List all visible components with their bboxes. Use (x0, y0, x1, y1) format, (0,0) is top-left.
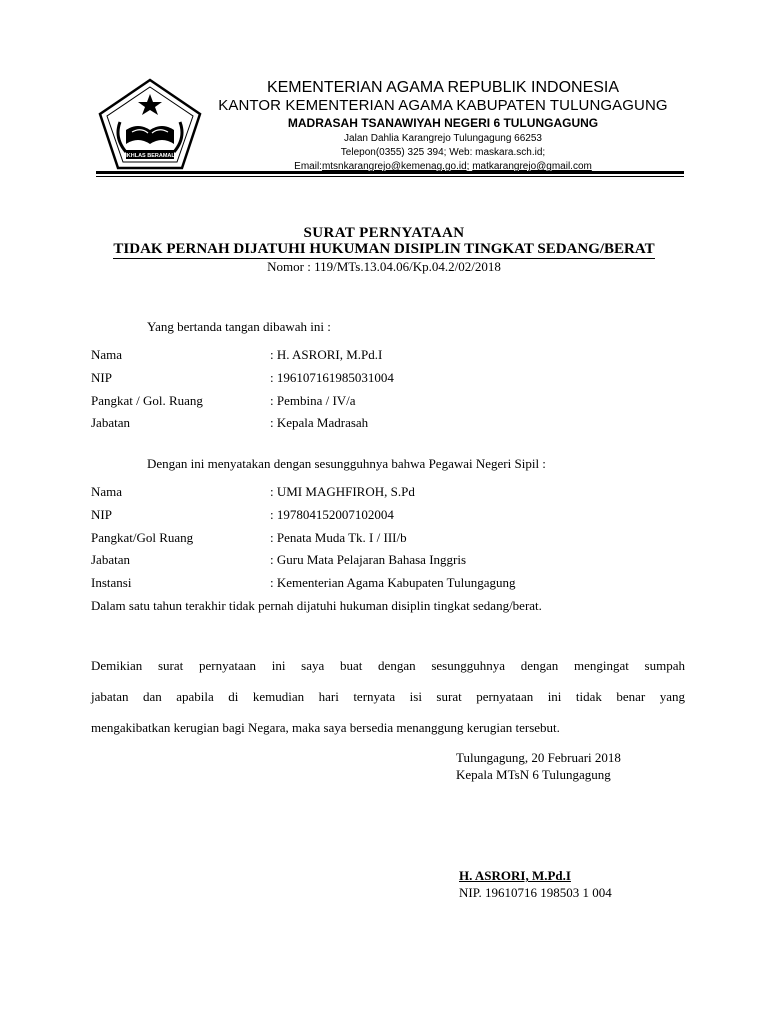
letterhead-rule-thin (96, 176, 684, 177)
field-label: Instansi (91, 575, 132, 590)
signer-row (91, 393, 691, 413)
document-title: SURAT PERNYATAAN (303, 225, 465, 241)
signer-row (91, 415, 691, 435)
email-link-2[interactable]: matkarangrejo@gmail.com (472, 161, 592, 172)
field-label: NIP (91, 507, 112, 522)
office-name: KANTOR KEMENTERIAN AGAMA KABUPATEN TULUNGAGUNG (218, 97, 668, 114)
signature-position: Kepala MTsN 6 Tulungagung (456, 767, 611, 782)
field-value: : UMI MAGHFIROH, S.Pd (270, 484, 415, 499)
signer-intro: Yang bertanda tangan dibawah ini : (147, 319, 331, 334)
subject-intro: Dengan ini menyatakan dengan sesungguhnya bahwa Pegawai Negeri Sipil : (147, 456, 546, 471)
field-label: NIP (91, 370, 112, 385)
document-number: Nomor : 119/MTs.13.04.06/Kp.04.2/02/2018 (267, 259, 501, 274)
field-value: : 197804152007102004 (270, 507, 394, 522)
school-address: Jalan Dahlia Karangrejo Tulungagung 66253 (344, 133, 542, 144)
field-label: Jabatan (91, 552, 130, 567)
closing-line: Demikian surat pernyataan ini saya buat dengan sesungguhnya dengan mengingat sumpah (91, 658, 685, 673)
closing-line: jabatan dan apabila di kemudian hari ternyata isi surat pernyataan ini tidak benar yang (91, 689, 685, 704)
subject-row (91, 575, 691, 595)
field-label: Nama (91, 347, 123, 362)
signature-place-date: Tulungagung, 20 Februari 2018 (456, 750, 621, 765)
document-subtitle: TIDAK PERNAH DIJATUHI HUKUMAN DISIPLIN TINGKAT SEDANG/BERAT (113, 241, 655, 257)
field-label: Pangkat / Gol. Ruang (91, 393, 203, 408)
field-value: : 196107161985031004 (270, 370, 394, 385)
kemenag-emblem-icon (96, 78, 204, 172)
school-email: Email:mtsnkarangrejo@kemenag.go.id; matkarangrejo@gmail.com (294, 161, 592, 172)
field-label: Pangkat/Gol Ruang (91, 530, 194, 545)
field-label: Jabatan (91, 415, 130, 430)
subject-row (91, 484, 691, 504)
subject-row (91, 530, 691, 550)
school-phone: Telepon(0355) 325 394; Web: maskara.sch.id; (340, 147, 546, 158)
field-value: : Guru Mata Pelajaran Bahasa Inggris (270, 552, 467, 567)
subject-row (91, 552, 691, 572)
closing-line: mengakibatkan kerugian bagi Negara, maka saya bersedia menanggung kerugian tersebut. (91, 720, 560, 735)
subject-row (91, 507, 691, 527)
field-value: : H. ASRORI, M.Pd.I (270, 347, 383, 362)
signature-name: H. ASRORI, M.Pd.I (459, 868, 571, 883)
school-name: MADRASAH TSANAWIYAH NEGERI 6 TULUNGAGUNG (287, 116, 599, 130)
letterhead-rule (96, 171, 684, 174)
signer-row (91, 347, 691, 367)
ministry-name: KEMENTERIAN AGAMA REPUBLIK INDONESIA (266, 79, 620, 96)
field-value: : Pembina / IV/a (270, 393, 356, 408)
field-value: : Penata Muda Tk. I / III/b (270, 530, 407, 545)
field-value: : Kementerian Agama Kabupaten Tulungagung (270, 575, 516, 590)
email-link-1[interactable]: mtsnkarangrejo@kemenag.go.id (321, 161, 467, 172)
statement-text: Dalam satu tahun terakhir tidak pernah dijatuhi hukuman disiplin tingkat sedang/berat. (91, 598, 542, 613)
logo-motto: IKHLAS BERAMAL (125, 153, 175, 159)
signature-nip: NIP. 19610716 198503 1 004 (459, 885, 612, 900)
signer-row (91, 370, 691, 390)
letterhead (208, 78, 678, 174)
field-value: : Kepala Madrasah (270, 415, 369, 430)
field-label: Nama (91, 484, 123, 499)
